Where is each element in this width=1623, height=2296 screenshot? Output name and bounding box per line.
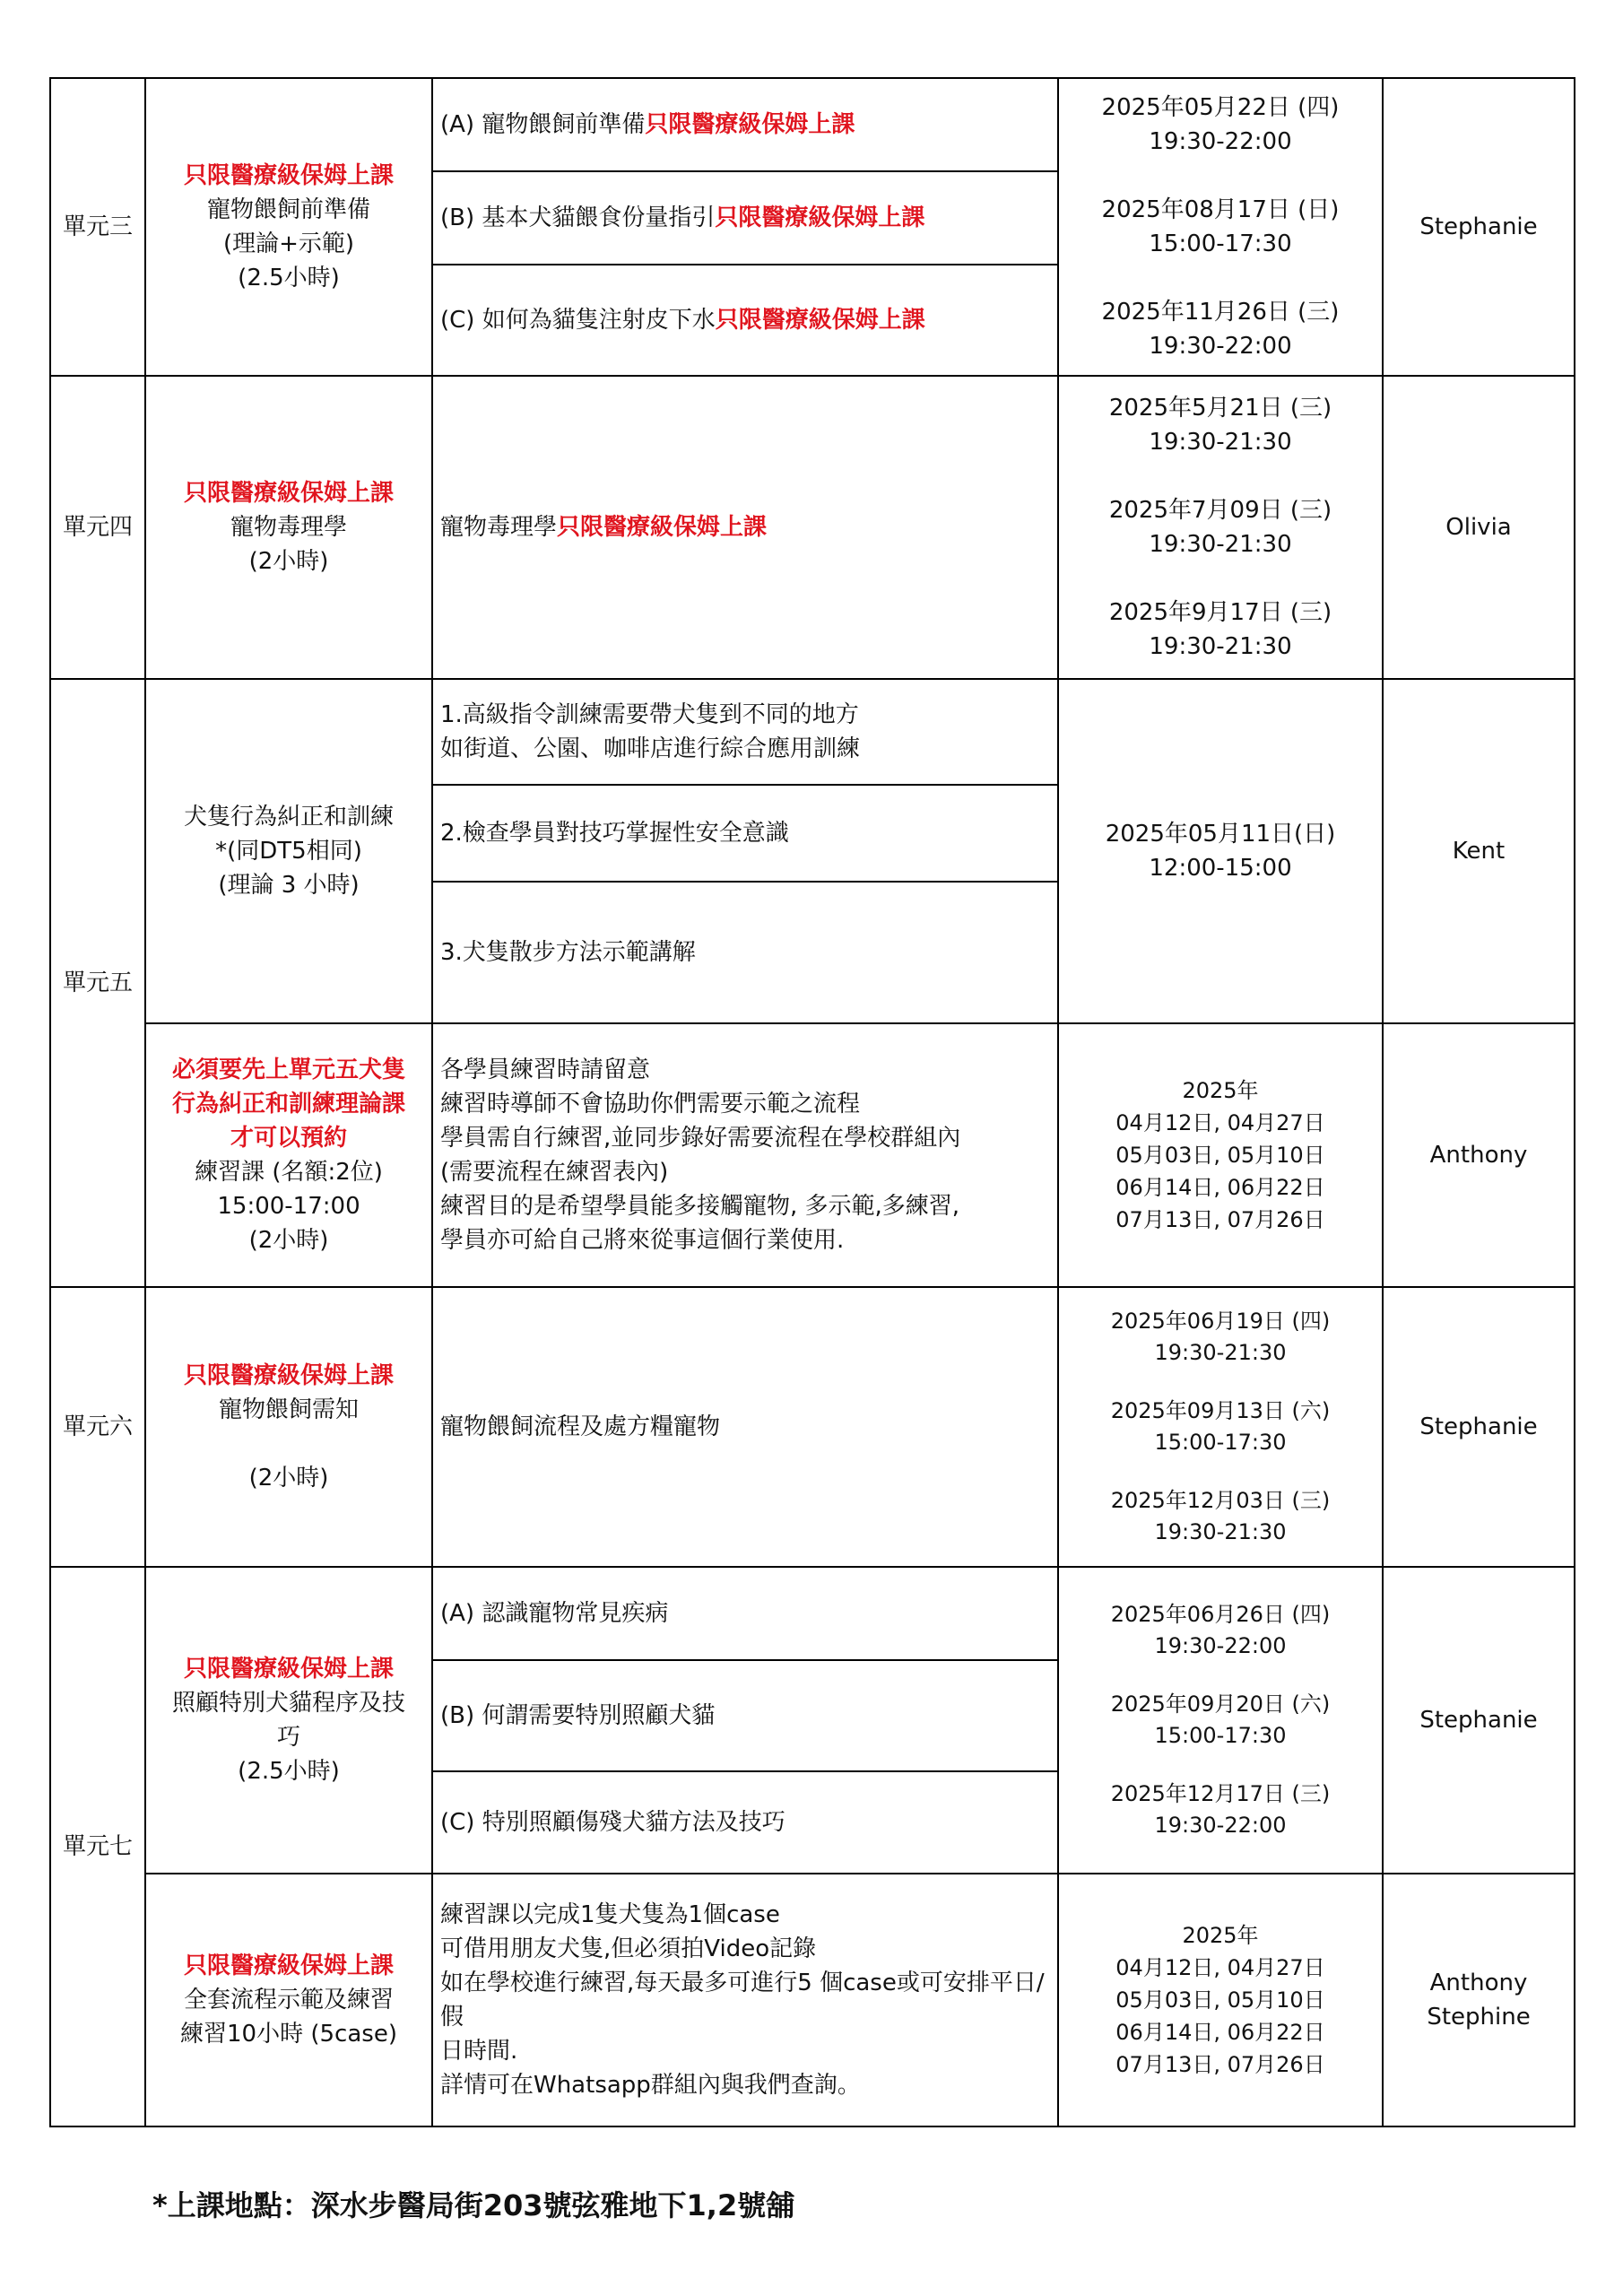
unit4-hours: (2小時)	[248, 548, 329, 575]
unit6-label: 單元六	[50, 1287, 145, 1567]
unit3-dates: 2025年05月22日 (四) 19:30-22:00 2025年08月17日 (日) 15:00-17:30 2025年11月26日 (三) 19:30-22:00	[1058, 78, 1383, 376]
unit5-practice-name-cell: 必須要先上單元五犬隻 行為糾正和訓練理論課 才可以預約 練習課 (名額:2位) 15:00-17:00 (2小時)	[145, 1023, 432, 1287]
unit5-date-cell	[1058, 679, 1383, 1023]
course-schedule-table	[49, 77, 1575, 2127]
unit6-name-cell	[145, 1287, 432, 1567]
unit5-label: 單元五	[50, 679, 145, 1287]
unit5-tutor: Kent	[1383, 679, 1575, 1023]
unit7-row-a	[50, 1567, 1575, 1660]
unit3-topic-b: (B) 基本犬貓餵食份量指引只限醫療級保姆上課	[432, 171, 1058, 265]
unit3-type: (理論+示範)	[222, 230, 355, 257]
unit7-practice-row	[50, 1874, 1575, 2126]
unit5-practice-row	[50, 1023, 1575, 1287]
unit7-tutor: Stephanie	[1383, 1567, 1575, 1874]
unit7-topic-c: (C) 特別照顧傷殘犬貓方法及技巧	[432, 1771, 1058, 1874]
unit4-name: 寵物毒理學	[230, 514, 347, 541]
unit6-tutor: Stephanie	[1383, 1287, 1575, 1567]
unit7-topic-b: (B) 何謂需要特別照顧犬貓	[432, 1660, 1058, 1771]
unit5-practice-time: 15:00-17:00	[217, 1193, 360, 1220]
unit5-practice-tutor: Anthony	[1383, 1023, 1575, 1287]
unit5-name-cell	[145, 679, 432, 1023]
unit3-topic-a: (A) 寵物餵飼前準備只限醫療級保姆上課	[432, 78, 1058, 171]
unit5-name: 犬隻行為糾正和訓練	[183, 804, 394, 831]
unit5-topic-2: 2.檢查學員對技巧掌握性安全意識	[432, 785, 1058, 882]
unit5-hours: (理論 3 小時)	[218, 872, 360, 899]
unit7-practice-restriction: 只限醫療級保姆上課	[183, 1952, 394, 1979]
unit3-label: 單元三	[50, 78, 145, 376]
unit6-row	[50, 1287, 1575, 1567]
unit5-time: 12:00-15:00	[1149, 855, 1292, 882]
unit5-practice-notes: 各學員練習時請留意 練習時導師不會協助你們需要示範之流程 學員需自行練習,並同步錄好需要流程在學校群組內 (需要流程在練習表內) 練習目的是希望學員能多接觸寵物, 多示範,多練習, 學員亦可給自己將來從事這個行業使用.	[432, 1023, 1058, 1287]
unit6-topic: 寵物餵飼流程及處方糧寵物	[432, 1287, 1058, 1567]
unit3-row-a	[50, 78, 1575, 171]
unit4-tutor: Olivia	[1383, 376, 1575, 679]
unit3-topic-c: (C) 如何為貓隻注射皮下水只限醫療級保姆上課	[432, 265, 1058, 376]
class-location-note: *上課地點：深水步醫局街203號弦雅地下1,2號舖	[152, 2188, 795, 2222]
unit3-name-cell	[145, 78, 432, 376]
unit7-practice-name-cell	[145, 1874, 432, 2126]
unit7-practice-name: 全套流程示範及練習	[183, 1987, 394, 2013]
unit4-name-cell	[145, 376, 432, 679]
unit7-hours: (2.5小時)	[238, 1758, 340, 1785]
unit7-topic-a: (A) 認識寵物常見疾病	[432, 1567, 1058, 1660]
unit5-topic-1: 1.高級指令訓練需要帶犬隻到不同的地方 如街道、公園、咖啡店進行綜合應用訓練	[432, 679, 1058, 785]
unit3-name: 寵物餵飼前準備	[206, 196, 370, 223]
unit5-practice-dates: 2025年 04月12日, 04月27日 05月03日, 05月10日 06月14日, 06月22日 07月13日, 07月26日	[1058, 1023, 1383, 1287]
unit4-dates: 2025年5月21日 (三) 19:30-21:30 2025年7月09日 (三) 19:30-21:30 2025年9月17日 (三) 19:30-21:30	[1058, 376, 1383, 679]
unit5-same: *(同DT5相同)	[215, 838, 362, 865]
unit7-practice-hours: 練習10小時 (5case)	[180, 2021, 397, 2048]
unit5-practice-name: 練習課 (名額:2位)	[195, 1159, 383, 1186]
unit6-hours: (2小時)	[248, 1465, 329, 1492]
unit5-practice-hours: (2小時)	[248, 1227, 329, 1254]
unit5-row-1	[50, 679, 1575, 785]
unit7-restriction: 只限醫療級保姆上課	[183, 1656, 394, 1683]
unit7-practice-notes: 練習課以完成1隻犬隻為1個case 可借用朋友犬隻,但必須拍Video記錄 如在學校進行練習,每天最多可進行5 個case或可安排平日/假 日時間. 詳情可在Whatsapp群組內與我們查詢。	[432, 1874, 1058, 2126]
unit7-practice-dates: 2025年 04月12日, 04月27日 05月03日, 05月10日 06月14日, 06月22日 07月13日, 07月26日	[1058, 1874, 1383, 2126]
unit4-row	[50, 376, 1575, 679]
unit5-date: 2025年05月11日(日)	[1105, 821, 1336, 848]
unit7-practice-tutors: Anthony Stephine	[1383, 1874, 1575, 2126]
unit4-topic: 寵物毒理學只限醫療級保姆上課	[432, 376, 1058, 679]
unit6-restriction: 只限醫療級保姆上課	[183, 1362, 394, 1389]
unit7-dates: 2025年06月26日 (四) 19:30-22:00 2025年09月20日 (六) 15:00-17:30 2025年12月17日 (三) 19:30-22:00	[1058, 1567, 1383, 1874]
unit6-dates: 2025年06月19日 (四) 19:30-21:30 2025年09月13日 (六) 15:00-17:30 2025年12月03日 (三) 19:30-21:30	[1058, 1287, 1383, 1567]
unit7-name-line2: 巧	[276, 1724, 300, 1751]
unit7-label: 單元七	[50, 1567, 145, 2126]
unit3-tutor: Stephanie	[1383, 78, 1575, 376]
unit4-restriction: 只限醫療級保姆上課	[183, 480, 394, 507]
unit4-label: 單元四	[50, 376, 145, 679]
unit6-name: 寵物餵飼需知	[218, 1396, 359, 1423]
unit5-topic-3: 3.犬隻散步方法示範講解	[432, 882, 1058, 1023]
unit3-restriction: 只限醫療級保姆上課	[183, 162, 394, 189]
unit7-name-cell	[145, 1567, 432, 1874]
unit3-hours: (2.5小時)	[238, 265, 340, 291]
unit7-name-line1: 照顧特別犬貓程序及技	[171, 1690, 405, 1717]
